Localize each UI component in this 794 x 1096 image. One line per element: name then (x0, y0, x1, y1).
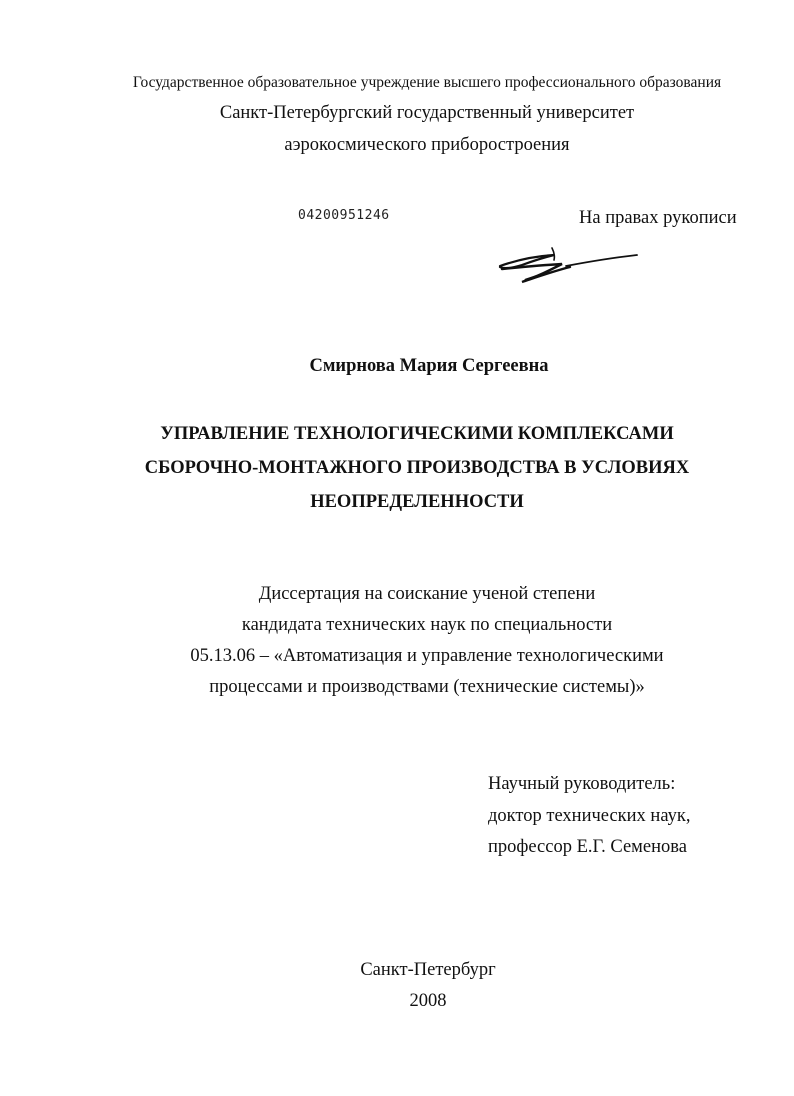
university-name: Санкт-Петербургский государственный университет (219, 103, 635, 123)
supervisor-block (488, 769, 690, 864)
institution-line-1: Государственное образовательное учреждение высшего профессионального образования (132, 74, 722, 91)
dissertation-title (20, 417, 794, 519)
description-line-2: кандидата технических наук по специальности (241, 615, 613, 635)
title-line-1: УПРАВЛЕНИЕ ТЕХНОЛОГИЧЕСКИМИ КОМПЛЕКСАМИ (160, 424, 674, 444)
signature-stroke-5 (526, 274, 544, 280)
title-line-3: НЕОПРЕДЕЛЕННОСТИ (310, 492, 524, 512)
registration-code: 04200951246 (298, 208, 390, 223)
signature-icon (492, 238, 642, 292)
description-line-4: процессами и производствами (технические системы)» (209, 677, 645, 697)
university-name-continued: аэрокосмического приборостроения (284, 135, 570, 155)
signature-stroke-4 (566, 255, 637, 266)
supervisor-degree: доктор технических наук, (488, 805, 691, 826)
dissertation-description (30, 579, 794, 703)
city: Санкт-Петербург (360, 960, 496, 980)
title-line-2: СБОРОЧНО-МОНТАЖНОГО ПРОИЗВОДСТВА В УСЛОВИЯХ (144, 458, 690, 478)
description-line-1: Диссертация на соискание ученой степени (258, 584, 596, 604)
supervisor-label: Научный руководитель: (488, 774, 676, 794)
supervisor-name: профессор Е.Г. Семенова (488, 837, 687, 857)
author-name: Смирнова Мария Сергеевна (309, 356, 549, 376)
rights-note: На правах рукописи (579, 208, 737, 228)
description-line-3: 05.13.06 – «Автоматизация и управление технологическими (190, 646, 664, 666)
year: 2008 (409, 991, 447, 1011)
